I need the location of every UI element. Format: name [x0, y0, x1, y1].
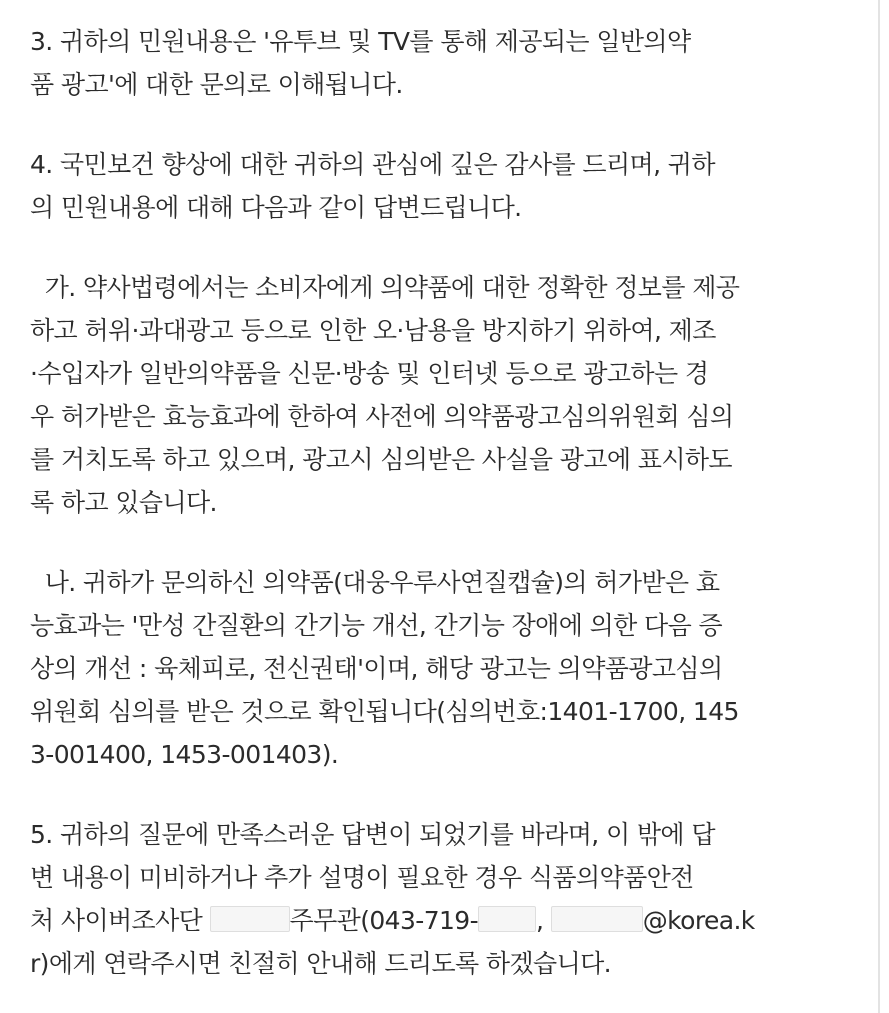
redacted-phone-box	[478, 906, 536, 932]
paragraph-gap	[30, 524, 870, 561]
text-line: 3. 귀하의 민원내용은 '유투브 및 TV를 통해 제공되는 일반의약	[30, 27, 691, 56]
text-segment: 처 사이버조사단	[30, 906, 210, 935]
text-line: 상의 개선 : 육체피로, 전신권태'이며, 해당 광고는 의약품광고심의	[30, 654, 723, 683]
text-line: r)에게 연락주시면 친절히 안내해 드리도록 하겠습니다.	[30, 949, 612, 978]
text-line: 위원회 심의를 받은 것으로 확인됩니다(심의번호:1401-1700, 145	[30, 697, 739, 726]
text-line-with-redactions	[30, 899, 870, 942]
text-line: 능효과는 '만성 간질환의 간기능 개선, 간기능 장애에 의한 다음 증	[30, 611, 723, 640]
text-line: ·수입자가 일반의약품을 신문·방송 및 인터넷 등으로 광고하는 경	[30, 359, 709, 388]
text-line: 품 광고'에 대한 문의로 이해됩니다.	[30, 70, 403, 99]
paragraph-5	[30, 813, 870, 985]
text-line: 의 민원내용에 대해 다음과 같이 답변드립니다.	[30, 193, 522, 222]
text-segment: ,	[536, 906, 551, 935]
paragraph-3	[30, 20, 870, 106]
reply-document	[30, 20, 870, 985]
paragraph-gap	[30, 106, 870, 143]
text-line: 나. 귀하가 문의하신 의약품(대웅우루사연질캡슐)의 허가받은 효	[30, 568, 720, 597]
paragraph-gap	[30, 229, 870, 266]
text-segment: @korea.k	[642, 906, 755, 935]
paragraph-na	[30, 561, 870, 776]
redacted-email-box	[551, 906, 643, 932]
redacted-name-box	[210, 906, 290, 932]
text-line: 록 하고 있습니다.	[30, 488, 217, 517]
text-line: 변 내용이 미비하거나 추가 설명이 필요한 경우 식품의약품안전	[30, 863, 694, 892]
text-line: 가. 약사법령에서는 소비자에게 의약품에 대한 정확한 정보를 제공	[30, 273, 740, 302]
text-segment: 주무관(043-719-	[289, 906, 479, 935]
paragraph-ga	[30, 266, 870, 524]
paragraph-4	[30, 143, 870, 229]
text-line: 3-001400, 1453-001403).	[30, 740, 339, 769]
text-line: 4. 국민보건 향상에 대한 귀하의 관심에 깊은 감사를 드리며, 귀하	[30, 150, 715, 179]
text-line: 를 거치도록 하고 있으며, 광고시 심의받은 사실을 광고에 표시하도	[30, 445, 732, 474]
text-line: 하고 허위·과대광고 등으로 인한 오·남용을 방지하기 위하여, 제조	[30, 316, 716, 345]
paragraph-gap	[30, 776, 870, 813]
text-line: 5. 귀하의 질문에 만족스러운 답변이 되었기를 바라며, 이 밖에 답	[30, 820, 715, 849]
text-line: 우 허가받은 효능효과에 한하여 사전에 의약품광고심의위원회 심의	[30, 402, 734, 431]
